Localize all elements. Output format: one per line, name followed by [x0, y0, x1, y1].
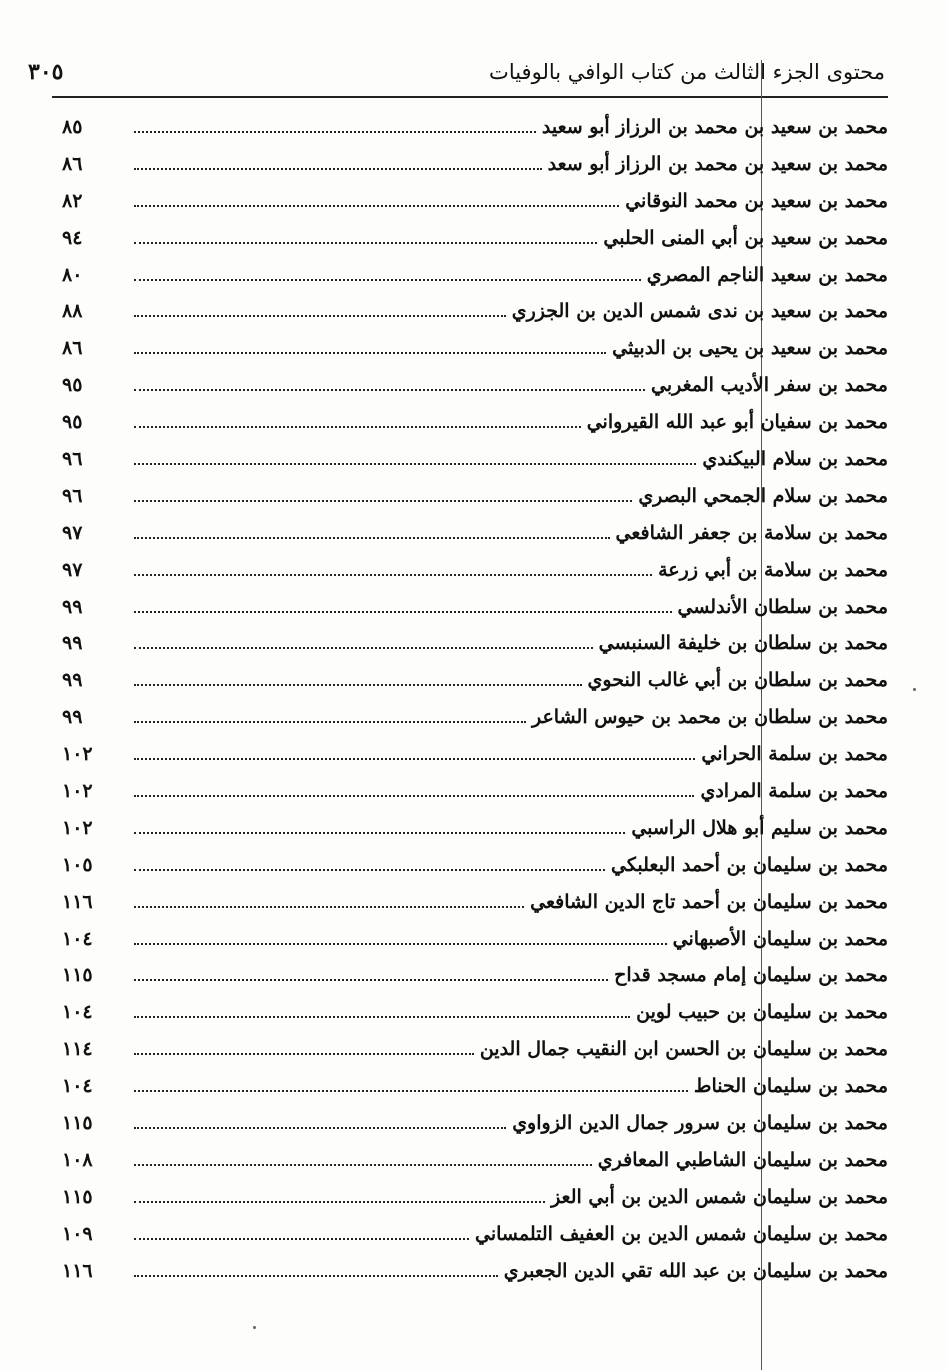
- entry-name: محمد بن سلام البيكندي: [702, 448, 888, 471]
- contents-entry: [62, 116, 888, 153]
- dot-leader: [134, 758, 695, 760]
- dot-leader: [134, 869, 605, 871]
- dot-leader: [134, 832, 625, 834]
- dot-leader: [134, 389, 645, 391]
- dot-leader: [134, 795, 694, 797]
- entry-name: محمد بن سلامة بن جعفر الشافعي: [615, 521, 888, 544]
- entry-page-number: ٨٢: [62, 189, 83, 212]
- page-header: [28, 52, 885, 92]
- scan-speck: [253, 1326, 256, 1329]
- entry-page-number: ٩٧: [62, 521, 83, 544]
- contents-entry: [62, 780, 888, 817]
- entry-page-number: ٨٥: [62, 116, 83, 138]
- dot-leader: [134, 943, 667, 945]
- entry-name: محمد بن سعيد بن محمد بن الرزاز أبو سعد: [547, 152, 888, 175]
- page-number: ٣٠٥: [28, 59, 64, 85]
- entry-page-number: ١٠٩: [62, 1222, 93, 1245]
- running-title: محتوى الجزء الثالث من كتاب الوافي بالوفيات: [489, 60, 885, 84]
- entry-page-number: ١٠٤: [62, 1075, 93, 1098]
- dot-leader: [134, 500, 632, 502]
- dot-leader: [134, 1164, 592, 1166]
- contents-entry: [62, 227, 888, 264]
- contents-entry: [62, 300, 888, 337]
- contents-entry: [62, 1260, 888, 1297]
- scan-speck: [913, 688, 916, 691]
- entry-page-number: ١٠٢: [62, 780, 93, 803]
- entry-page-number: ٨٦: [62, 337, 83, 360]
- entry-page-number: ١٠٢: [62, 743, 93, 766]
- contents-list: [62, 116, 888, 1297]
- contents-entry: [62, 891, 888, 928]
- contents-entry: [62, 264, 888, 301]
- contents-entry: [62, 596, 888, 633]
- dot-leader: [134, 1016, 630, 1018]
- entry-page-number: ٩٧: [62, 558, 83, 581]
- entry-name: محمد بن سفيان أبو عبد الله القيرواني: [586, 411, 888, 434]
- entry-name: محمد بن سليم أبو هلال الراسبي: [631, 816, 888, 839]
- entry-page-number: ٩٦: [62, 484, 83, 507]
- entry-name: محمد بن سلطان بن خليفة السنبسي: [598, 632, 888, 655]
- contents-entry: [62, 374, 888, 411]
- entry-name: محمد بن سلام الجمحي البصري: [638, 484, 888, 507]
- entry-page-number: ٩٦: [62, 448, 83, 471]
- contents-entry: [62, 1223, 888, 1260]
- dot-leader: [134, 906, 524, 908]
- entry-page-number: ٨٦: [62, 152, 83, 175]
- contents-entry: [62, 817, 888, 854]
- contents-entry: [62, 1112, 888, 1149]
- contents-entry: [62, 411, 888, 448]
- dot-leader: [134, 1127, 506, 1129]
- entry-page-number: ١٠٤: [62, 1001, 93, 1024]
- contents-entry: [62, 706, 888, 743]
- entry-name: محمد بن سعيد بن أبي المنى الحلبي: [603, 226, 888, 249]
- entry-name: محمد بن سليمان بن أحمد تاج الدين الشافعي: [530, 890, 888, 913]
- dot-leader: [134, 537, 610, 539]
- contents-entry: [62, 1038, 888, 1075]
- entry-page-number: ٩٩: [62, 595, 83, 618]
- entry-name: محمد بن سليمان شمس الدين بن العفيف التلمساني: [475, 1222, 888, 1245]
- entry-name: محمد بن سعيد بن محمد بن الرزاز أبو سعيد: [541, 116, 888, 138]
- entry-page-number: ١١٥: [62, 964, 93, 987]
- dot-leader: [134, 1238, 469, 1240]
- dot-leader: [134, 426, 581, 428]
- contents-entry: [62, 1149, 888, 1186]
- entry-name: محمد بن سعيد بن يحيى بن الدبيثي: [612, 337, 888, 360]
- entry-page-number: ٨٠: [62, 263, 83, 286]
- entry-page-number: ١٠٥: [62, 853, 93, 876]
- entry-page-number: ١١٦: [62, 1259, 93, 1282]
- entry-page-number: ١١٦: [62, 890, 93, 913]
- entry-name: محمد بن سلطان بن محمد بن حيوس الشاعر: [531, 706, 888, 729]
- entry-name: محمد بن سلامة بن أبي زرعة: [658, 558, 888, 581]
- entry-name: محمد بن سلمة الحراني: [701, 743, 888, 766]
- dot-leader: [134, 205, 619, 207]
- entry-name: محمد بن سليمان الشاطبي المعافري: [597, 1148, 888, 1171]
- entry-name: محمد بن سليمان بن عبد الله تقي الدين الجعبري: [503, 1259, 888, 1282]
- contents-entry: [62, 337, 888, 374]
- entry-name: محمد بن سعيد الناجم المصري: [646, 263, 888, 286]
- contents-entry: [62, 559, 888, 596]
- dot-leader: [134, 1201, 545, 1203]
- entry-name: محمد بن سليمان الحناط: [693, 1075, 888, 1098]
- dot-leader: [134, 1090, 688, 1092]
- contents-entry: [62, 1075, 888, 1112]
- header-rule: [52, 96, 888, 98]
- contents-entry: [62, 485, 888, 522]
- contents-entry: [62, 190, 888, 227]
- entry-page-number: ١١٤: [62, 1038, 93, 1061]
- contents-entry: [62, 669, 888, 706]
- dot-leader: [134, 1053, 474, 1055]
- entry-name: محمد بن سليمان بن سرور جمال الدين الزواوي: [512, 1112, 888, 1135]
- contents-entry: [62, 153, 888, 190]
- dot-leader: [134, 315, 506, 317]
- entry-name: محمد بن سلطان الأندلسي: [677, 595, 888, 618]
- entry-name: محمد بن سفر الأديب المغربي: [651, 374, 888, 397]
- entry-page-number: ٨٨: [62, 300, 83, 323]
- dot-leader: [134, 352, 606, 354]
- dot-leader: [134, 721, 526, 723]
- dot-leader: [134, 574, 652, 576]
- entry-name: محمد بن سليمان إمام مسجد قداح: [614, 964, 888, 987]
- entry-name: محمد بن سليمان بن أحمد البعلبكي: [611, 853, 888, 876]
- dot-leader: [134, 611, 672, 613]
- contents-entry: [62, 1001, 888, 1038]
- entry-name: محمد بن سلطان بن أبي غالب النحوي: [587, 669, 888, 692]
- entry-name: محمد بن سعيد بن ندى شمس الدين بن الجزري: [511, 300, 888, 323]
- contents-entry: [62, 928, 888, 965]
- entry-name: محمد بن سليمان الأصبهاني: [672, 927, 888, 950]
- dot-leader: [134, 1275, 498, 1277]
- dot-leader: [134, 979, 608, 981]
- contents-entry: [62, 632, 888, 669]
- entry-page-number: ١٠٤: [62, 927, 93, 950]
- entry-name: محمد بن سعيد بن محمد النوقاني: [625, 189, 888, 212]
- entry-page-number: ٩٤: [62, 226, 83, 249]
- contents-entry: [62, 522, 888, 559]
- entry-page-number: ٩٩: [62, 632, 83, 655]
- dot-leader: [134, 168, 542, 170]
- entry-name: محمد بن سليمان شمس الدين بن أبي العز: [551, 1185, 888, 1208]
- entry-page-number: ٩٩: [62, 669, 83, 692]
- dot-leader: [134, 684, 582, 686]
- dot-leader: [134, 463, 696, 465]
- contents-entry: [62, 448, 888, 485]
- entry-page-number: ١١٥: [62, 1185, 93, 1208]
- entry-name: محمد بن سلمة المرادي: [700, 780, 888, 803]
- entry-page-number: ١٠٢: [62, 816, 93, 839]
- contents-entry: [62, 743, 888, 780]
- dot-leader: [134, 242, 597, 244]
- entry-page-number: ٩٥: [62, 374, 83, 397]
- contents-entry: [62, 964, 888, 1001]
- entry-page-number: ١١٥: [62, 1112, 93, 1135]
- dot-leader: [134, 647, 593, 649]
- dot-leader: [134, 131, 536, 133]
- contents-entry: [62, 854, 888, 891]
- contents-entry: [62, 1186, 888, 1223]
- entry-page-number: ٩٩: [62, 706, 83, 729]
- entry-page-number: ٩٥: [62, 411, 83, 434]
- entry-name: محمد بن سليمان بن حبيب لوين: [636, 1001, 888, 1024]
- dot-leader: [134, 279, 641, 281]
- entry-page-number: ١٠٨: [62, 1148, 93, 1171]
- entry-name: محمد بن سليمان بن الحسن ابن النقيب جمال الدين: [479, 1038, 888, 1061]
